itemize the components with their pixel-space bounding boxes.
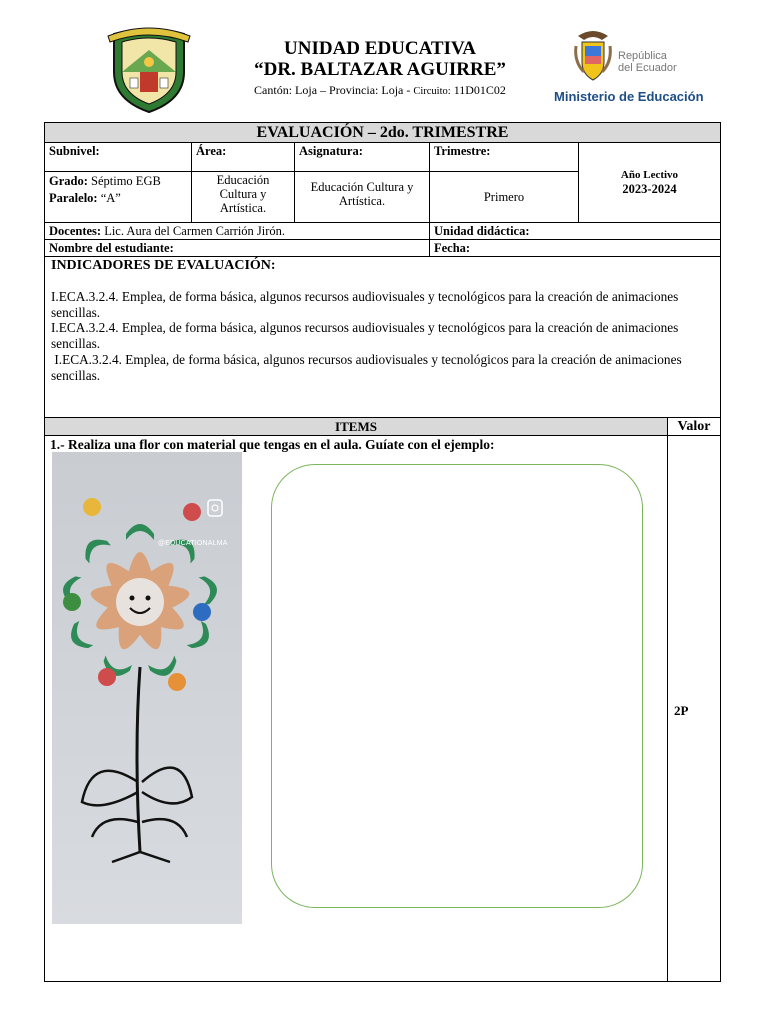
- answer-drawing-box[interactable]: [271, 464, 643, 908]
- location-value: Loja – Provincia: Loja -: [295, 83, 414, 97]
- anio-lectivo-cell: [578, 142, 721, 223]
- question-1-text: 1.- Realiza una flor con material que tengas en el aula. Guíate con el ejemplo:: [50, 437, 495, 452]
- paralelo-value: “A”: [100, 191, 121, 205]
- ministry-name: Ministerio de Educación: [554, 89, 704, 104]
- grado-cell: [44, 171, 192, 223]
- valor-header: Valor: [667, 417, 721, 436]
- indicador-item: I.ECA.3.2.4. Emplea, de forma básica, algunos recursos audiovisuales y tecnológicos para la creación de animaciones sencillas.: [51, 351, 685, 383]
- question-1-value-cell: [667, 435, 721, 982]
- indicador-item: I.ECA.3.2.4. Emplea, de forma básica, algunos recursos audiovisuales y tecnológicos para la creación de animaciones sencillas.: [51, 320, 679, 352]
- anio-lectivo-label: Año Lectivo: [620, 169, 679, 181]
- asignatura-label: Asignatura:: [294, 142, 430, 172]
- area-value: Educación Cultura y Artística.: [191, 171, 295, 223]
- indicadores-section: [51, 258, 711, 384]
- indicador-item: I.ECA.3.2.4. Emplea, de forma básica, algunos recursos audiovisuales y tecnológicos para la creación de animaciones sencillas.: [51, 288, 679, 320]
- example-flower-photo: [52, 452, 242, 924]
- grado-value: Séptimo EGB: [91, 174, 161, 188]
- trimestre-value: Primero: [429, 171, 579, 223]
- subnivel-label: Subnivel:: [44, 142, 192, 172]
- school-name-line1: UNIDAD EDUCATIVA: [284, 38, 476, 59]
- nombre-estudiante-label: Nombre del estudiante:: [44, 239, 430, 257]
- school-location: [215, 82, 545, 100]
- school-logo: [104, 22, 194, 114]
- docentes-cell: [44, 222, 430, 240]
- asignatura-value: Educación Cultura y Artística.: [294, 171, 430, 223]
- docentes-value: Lic. Aura del Carmen Carrión Jirón.: [104, 224, 286, 238]
- fecha-label: Fecha:: [429, 239, 721, 257]
- trimestre-label: Trimestre:: [429, 142, 579, 172]
- grado-label: Grado:: [49, 174, 88, 188]
- location-prefix: Cantón:: [254, 83, 293, 97]
- question-1-value: 2P: [674, 703, 689, 718]
- circuit-label: Circuito:: [413, 86, 451, 97]
- anio-lectivo-value: 2023-2024: [622, 182, 677, 196]
- ministry-logo: [552, 28, 712, 108]
- photo-watermark: @EDUCATIONALMA: [158, 540, 228, 547]
- republic-line2: del Ecuador: [618, 62, 677, 74]
- circuit-code: 11D01C02: [453, 83, 506, 97]
- school-title-block: [215, 38, 545, 100]
- ecuador-coat-of-arms-icon: [572, 28, 614, 82]
- items-header: ITEMS: [44, 417, 668, 436]
- unidad-didactica-label: Unidad didáctica:: [429, 222, 721, 240]
- area-label: Área:: [191, 142, 295, 172]
- evaluation-title: EVALUACIÓN – 2do. TRIMESTRE: [44, 122, 721, 143]
- docentes-label: Docentes:: [49, 224, 102, 238]
- school-name-line2: “DR. BALTAZAR AGUIRRE”: [254, 59, 506, 80]
- indicadores-heading: INDICADORES DE EVALUACIÓN:: [51, 258, 276, 273]
- republic-line1: República: [618, 50, 667, 62]
- paralelo-label: Paralelo:: [49, 191, 98, 205]
